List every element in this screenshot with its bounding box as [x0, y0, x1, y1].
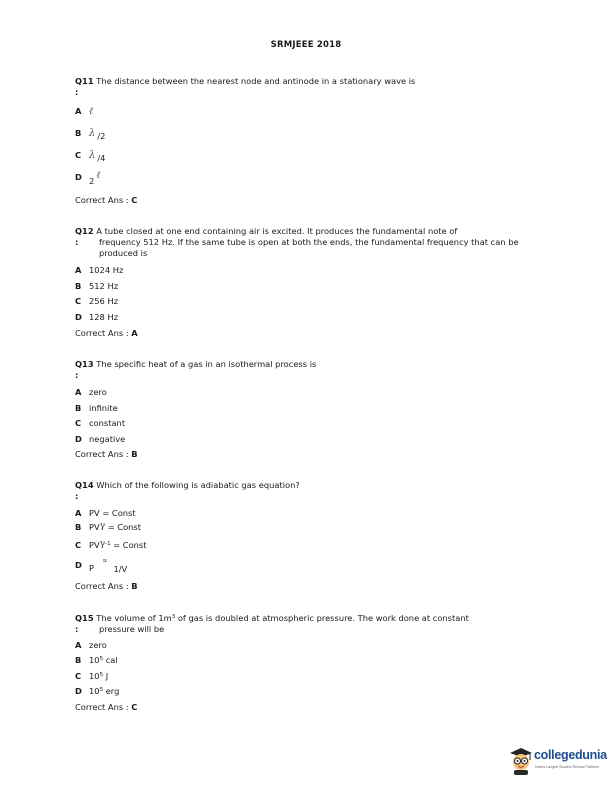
option-a: A 1024 Hz [75, 265, 124, 275]
question-text: Which of the following is adiabatic gas equation? [96, 480, 300, 490]
question-colon: : [75, 87, 79, 97]
question-text: The distance between the nearest node and antinode in a stationary wave is [96, 76, 416, 86]
option-c: C constant [75, 418, 126, 428]
question-colon: : [75, 624, 79, 634]
page-title: SRMJEEE 2018 [270, 40, 342, 50]
option-d: D negative [75, 434, 126, 444]
question-12 [75, 226, 545, 259]
option-d: D $10^5$ erg [75, 686, 120, 696]
option-c: C PVγ$^{-1}$ = Const [75, 539, 147, 550]
question-number: Q14 [75, 480, 94, 490]
option-a: A zero [75, 387, 107, 397]
question-colon: : [75, 491, 79, 501]
option-c: C $10^5$ J [75, 671, 109, 681]
question-number: Q13 [75, 359, 94, 369]
option-d: D 128 Hz [75, 312, 119, 322]
option-b: B infinite [75, 403, 118, 413]
correct-answer: Correct Ans : B [75, 581, 138, 591]
gamma-symbol: γ [99, 521, 106, 531]
option-a: A PV = Const [75, 508, 136, 518]
question-colon: : [75, 237, 79, 247]
option-b: B PVγ = Const [75, 521, 142, 532]
correct-answer: Correct Ans : B [75, 449, 138, 459]
option-b: B 512 Hz [75, 281, 119, 291]
option-d: D 2 ℓ [75, 170, 101, 186]
lambda-symbol: λ [89, 128, 96, 139]
option-a: A zero [75, 640, 107, 650]
question-number: Q15 [75, 613, 94, 623]
option-b: B λ /2 [75, 128, 106, 141]
option-c: C 256 Hz [75, 296, 119, 306]
question-number: Q12 [75, 226, 94, 236]
logo-tagline: India's Largest Student Review Platform [535, 765, 599, 769]
correct-answer: Correct Ans : A [75, 328, 138, 338]
option-b: B $10^5$ cal [75, 655, 118, 665]
question-text-cont: frequency 512 Hz. If the same tube is open at both the ends, the fundamental frequency that can be produced is [99, 237, 519, 258]
option-d: D P∝1/V [75, 556, 128, 574]
gamma-symbol: γ [99, 539, 106, 549]
question-13 [75, 359, 545, 381]
option-a: A ℓ [75, 106, 94, 117]
ell-symbol: ℓ [96, 170, 101, 181]
question-text-cont: pressure will be [99, 624, 165, 634]
lambda-symbol: λ [89, 150, 96, 161]
question-11 [75, 76, 545, 98]
ell-symbol: ℓ [89, 106, 94, 117]
mascot-icon [508, 745, 534, 775]
question-15: Q15 The volume of $1m^3$ of gas is doubled at atmospheric pressure. The work done at constant : pressure will be [75, 612, 545, 635]
question-number: Q11 [75, 76, 94, 86]
proportional-symbol: ∝ [102, 556, 108, 565]
option-c: C λ /4 [75, 150, 106, 163]
question-text: The volume of 1m [96, 613, 172, 623]
correct-answer: Correct Ans : C [75, 195, 138, 205]
collegedunia-logo [508, 745, 608, 777]
question-text: A tube closed at one end containing air is excited. It produces the fundamental note of [96, 226, 458, 236]
logo-text: collegedunia [534, 748, 607, 762]
question-text: The specific heat of a gas in an isothermal process is [96, 359, 317, 369]
correct-answer: Correct Ans : C [75, 702, 138, 712]
question-14 [75, 480, 545, 502]
question-colon: : [75, 370, 79, 380]
